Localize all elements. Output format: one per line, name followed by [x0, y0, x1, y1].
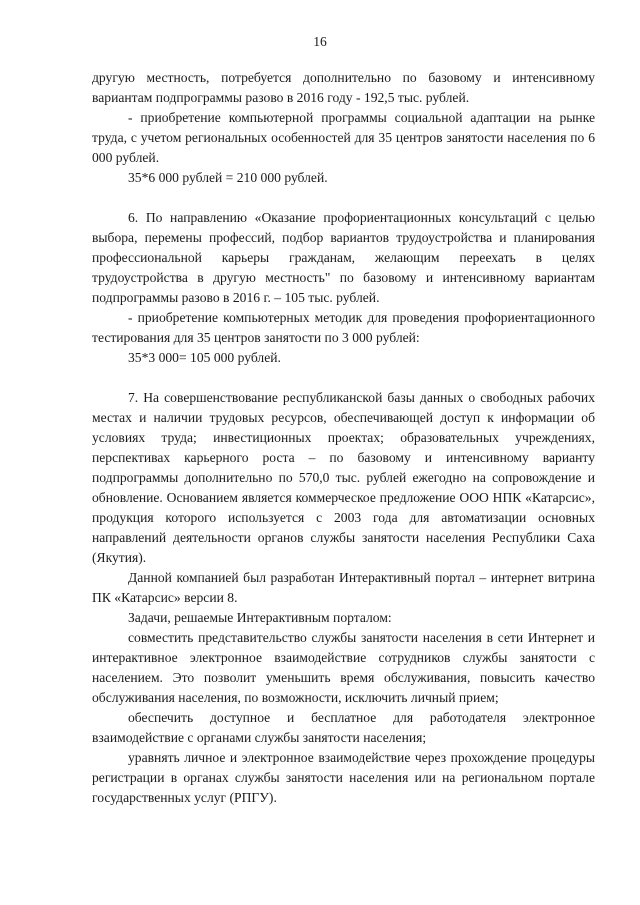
paragraph-task-2: обеспечить доступное и бесплатное для работодателя электронное взаимодействие с органами службы занятости населения; — [92, 710, 595, 745]
paragraph-task-3: уравнять личное и электронное взаимодействие через прохождение процедуры регистрации в органах службы занятости населения или на региональном портале государственных услуг (РПГУ). — [92, 750, 595, 805]
calculation-line: 35*3 000= 105 000 рублей. — [128, 350, 281, 365]
paragraph-purchase-methods: - приобретение компьютерных методик для проведения профориентационного тестирования для 35 центров занятости по 3 000 рублей: — [92, 310, 595, 345]
paragraph-portal: Данной компанией был разработан Интерактивный портал – интернет витрина ПК «Катарсис» версии 8. — [92, 570, 595, 605]
calculation-line: 35*6 000 рублей = 210 000 рублей. — [128, 170, 328, 185]
page-number: 16 — [313, 34, 327, 49]
paragraph-task-1: совместить представительство службы занятости населения в сети Интернет и интерактивное электронное взаимодействие сотрудников службы занятости с населением. Это позволит уменьшить время обслуживания, повысить качество обслуживания населения, по возможности, исключить личный прием; — [92, 630, 595, 705]
paragraph-tasks-heading: Задачи, решаемые Интерактивным порталом: — [128, 610, 392, 625]
document-body — [92, 68, 595, 808]
paragraph-purchase-social-program: - приобретение компьютерной программы социальной адаптации на рынке труда, с учетом региональных особенностей для 35 центров занятости населения по 6 000 рублей. — [92, 110, 595, 165]
paragraph-item-7: 7. На совершенствование республиканской базы данных о свободных рабочих местах и наличии трудовых ресурсов, обеспечивающей доступ к информации об условиях труда; инвестиционных проектах; образовательных учреждениях, перспективах карьерного роста – по базовому и интенсивному варианту подпрограммы дополнительно по 570,0 тыс. рублей ежегодно на сопровождение и обновление. Основанием является коммерческое предложение ООО НПК «Катарсис», продукция которого используется с 2003 года для автоматизации основных направлений деятельности органов службы занятости населения Республики Саха (Якутия). — [92, 390, 595, 565]
paragraph-item-6: 6. По направлению «Оказание профориентационных консультаций с целью выбора, перемены профессий, подбор вариантов трудоустройства и планирования профессиональной карьеры гражданам, желающим переехать в целях трудоустройства в другую местность" по базовому и интенсивному вариантам подпрограммы разово в 2016 г. – 105 тыс. рублей. — [92, 210, 595, 305]
paragraph-continuation: другую местность, потребуется дополнительно по базовому и интенсивному вариантам подпрограммы разово в 2016 году - 192,5 тыс. рублей. — [92, 70, 595, 105]
